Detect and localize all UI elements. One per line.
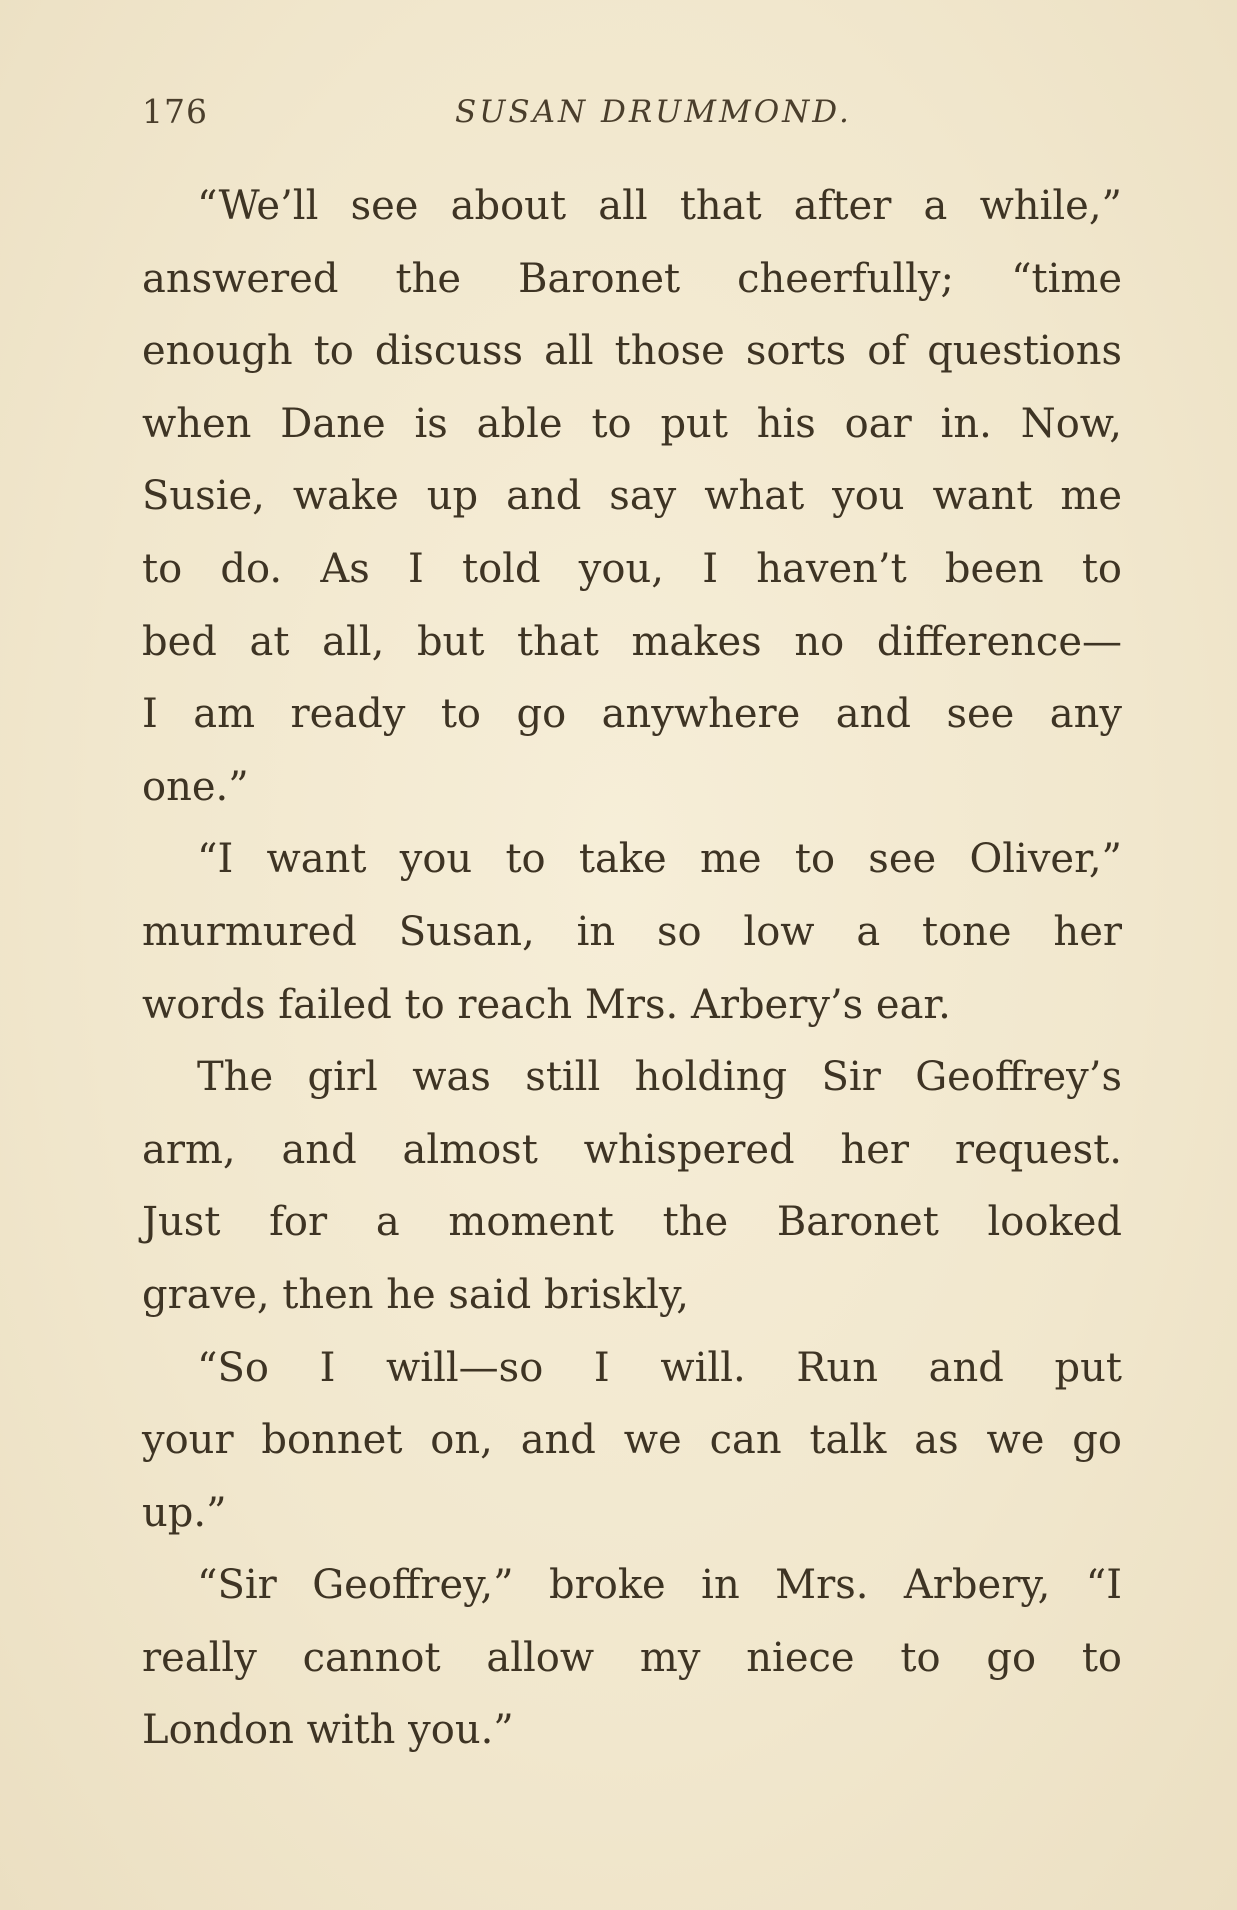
text-line: to do. As I told you, I haven’t been to: [142, 545, 1122, 592]
text-line: bed at all, but that makes no difference—: [142, 618, 1122, 665]
text-line: when Dane is able to put his oar in. Now,: [142, 400, 1122, 447]
text-line: London with you.”: [142, 1707, 514, 1754]
text-line: “So I will—so I will. Run and put: [197, 1344, 1122, 1391]
text-line: one.”: [142, 763, 249, 810]
text-line: Susie, wake up and say what you want me: [142, 473, 1122, 520]
page-header: [140, 92, 1120, 142]
text-line: “I want you to take me to see Oliver,”: [197, 836, 1122, 883]
running-head: SUSAN DRUMMOND.: [455, 94, 852, 130]
text-line: Just for a moment the Baronet looked: [142, 1199, 1122, 1246]
page-number: 176: [142, 92, 208, 131]
text-line: “Sir Geoffrey,” broke in Mrs. Arbery, “I: [197, 1562, 1122, 1609]
text-line: your bonnet on, and we can talk as we go: [142, 1417, 1122, 1464]
text-line: I am ready to go anywhere and see any: [142, 691, 1122, 738]
text-line: murmured Susan, in so low a tone her: [142, 908, 1122, 955]
text-line: words failed to reach Mrs. Arbery’s ear.: [142, 981, 951, 1028]
text-line: answered the Baronet cheerfully; “time: [142, 255, 1122, 302]
text-line: up.”: [142, 1489, 227, 1536]
text-line: The girl was still holding Sir Geoffrey’s: [197, 1054, 1122, 1101]
text-line: “We’ll see about all that after a while,”: [197, 183, 1122, 229]
body-text: [142, 170, 1122, 1767]
text-line: arm, and almost whispered her request.: [142, 1126, 1122, 1173]
text-line: grave, then he said briskly,: [142, 1271, 689, 1318]
text-line: really cannot allow my niece to go to: [142, 1634, 1122, 1681]
text-line: enough to discuss all those sorts of questions: [142, 328, 1122, 375]
